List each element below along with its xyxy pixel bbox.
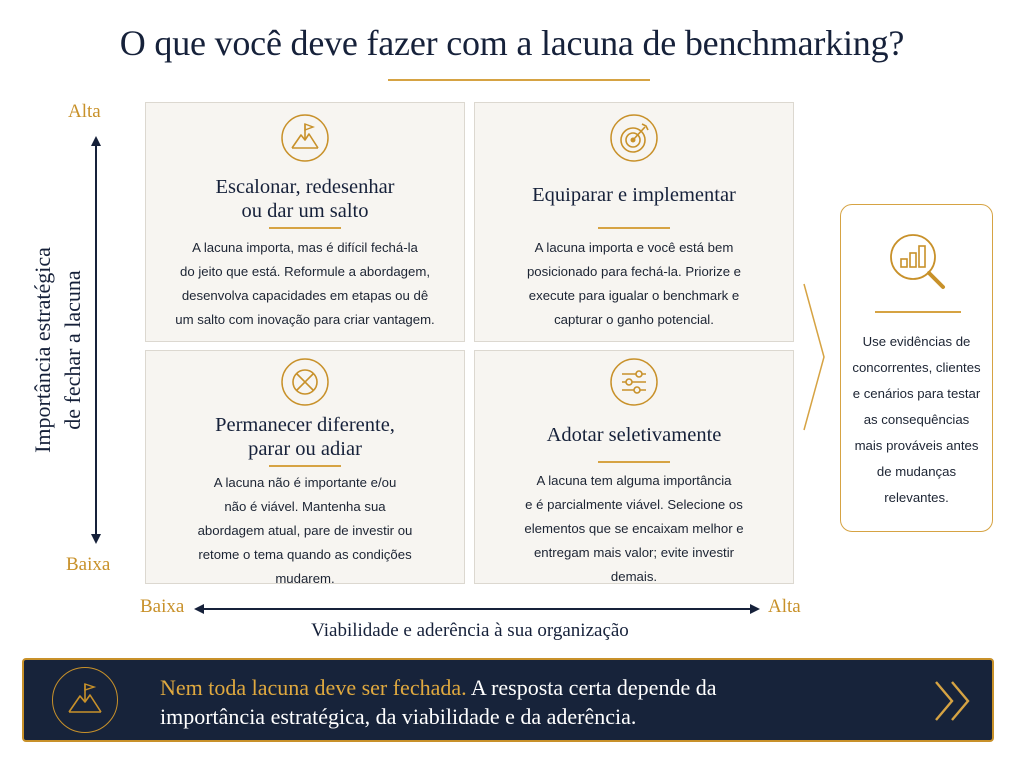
quadrant-adopt-selectively [474, 350, 794, 584]
quadrant-separator [269, 227, 341, 229]
mountain-flag-icon [65, 680, 105, 720]
banner-icon-ring [52, 667, 118, 733]
quadrant-title [146, 413, 464, 461]
quadrant-body [160, 236, 450, 332]
y-axis-low-label: Baixa [66, 554, 111, 575]
chevron-right-icon [800, 282, 828, 432]
quadrant-match-implement [474, 102, 794, 342]
conclusion-banner [22, 658, 994, 742]
quadrant-body-line: A lacuna importa e você está bem [534, 240, 734, 255]
y-axis-title-line2: de fechar a lacuna [60, 270, 85, 430]
quadrant-title [475, 423, 793, 447]
double-chevron-right-icon [932, 678, 976, 724]
quadrant-body-line: entregam mais valor; evite investir [533, 545, 735, 560]
quadrant-body-line: retome o tema quando as condições [198, 547, 412, 562]
quadrant-body-line: abordagem atual, pare de investir ou [197, 523, 413, 538]
banner-highlight: Nem toda lacuna deve ser fechada. [160, 675, 467, 700]
y-axis-title [28, 170, 88, 530]
quadrant-escalate [145, 102, 465, 342]
quadrant-body-line: não é viável. Mantenha sua [224, 499, 386, 514]
quadrant-separator [269, 465, 341, 467]
quadrant-title [475, 183, 793, 207]
evidence-line: e cenários para testar [852, 386, 981, 401]
quadrant-body-line: posicionado para fechá-la. Priorize e [526, 264, 742, 279]
evidence-line: mais prováveis antes [854, 438, 979, 453]
x-axis-arrow [194, 599, 760, 619]
evidence-line: de mudanças [876, 464, 957, 479]
evidence-line: concorrentes, clientes [852, 360, 981, 375]
x-axis-title: Viabilidade e aderência à sua organização [311, 620, 629, 641]
evidence-line: as consequências [863, 412, 970, 427]
quadrant-title-line1: Permanecer diferente, [215, 414, 395, 436]
evidence-line: Use evidências de [862, 334, 971, 349]
quadrant-separator [598, 461, 670, 463]
quadrant-body [489, 469, 779, 589]
quadrant-body-line: mudarem. [275, 571, 335, 586]
x-axis-low-label: Baixa [140, 596, 185, 617]
quadrant-body-line: A lacuna não é importante e/ou [213, 475, 397, 490]
y-axis-title-line1: Importância estratégica [30, 247, 55, 453]
quadrant-title-line1: Adotar seletivamente [546, 424, 722, 446]
target-arrow-icon [609, 113, 659, 163]
page-title: O que você deve fazer com a lacuna de benchmarking? [119, 23, 905, 63]
sliders-icon [609, 357, 659, 407]
evidence-panel [840, 204, 993, 532]
banner-text-rest: A resposta certa depende da [466, 675, 717, 700]
quadrant-stay-different [145, 350, 465, 584]
evidence-text [847, 329, 986, 511]
quadrant-title-line1: Escalonar, redesenhar [215, 176, 395, 198]
banner-text-line2: importância estratégica, da viabilidade e da aderência. [160, 704, 637, 729]
y-axis-high-label: Alta [68, 101, 101, 122]
quadrant-body [160, 471, 450, 591]
quadrant-body [489, 236, 779, 332]
x-axis-high-label: Alta [768, 596, 801, 617]
quadrant-body-line: capturar o ganho potencial. [554, 312, 714, 327]
pause-circle-icon [280, 357, 330, 407]
panel-separator [875, 311, 961, 313]
mountain-flag-icon [280, 113, 330, 163]
quadrant-title-line1: Equiparar e implementar [532, 184, 736, 206]
quadrant-body-line: um salto com inovação para criar vantagem. [175, 312, 435, 327]
quadrant-title [146, 175, 464, 223]
quadrant-title-line2: parar ou adiar [248, 438, 362, 460]
quadrant-body-line: desenvolva capacidades em etapas ou dê [181, 288, 429, 303]
magnifier-chart-icon [883, 227, 951, 295]
y-axis-arrow [86, 136, 106, 544]
quadrant-body-line: do jeito que está. Reformule a abordagem, [180, 264, 430, 279]
quadrant-body-line: execute para igualar o benchmark e [528, 288, 740, 303]
quadrant-body-line: e é parcialmente viável. Selecione os [525, 497, 743, 512]
banner-text [160, 673, 880, 731]
quadrant-separator [598, 227, 670, 229]
banner-text-line1 [160, 673, 880, 702]
quadrant-body-line: A lacuna importa, mas é difícil fechá-la [192, 240, 418, 255]
quadrant-body-line: demais. [610, 569, 658, 584]
quadrant-body-line: elementos que se encaixam melhor e [524, 521, 744, 536]
evidence-line: relevantes. [884, 490, 949, 505]
title-underline [388, 79, 650, 81]
quadrant-title-line2: ou dar um salto [241, 200, 369, 222]
quadrant-body-line: A lacuna tem alguma importância [536, 473, 732, 488]
